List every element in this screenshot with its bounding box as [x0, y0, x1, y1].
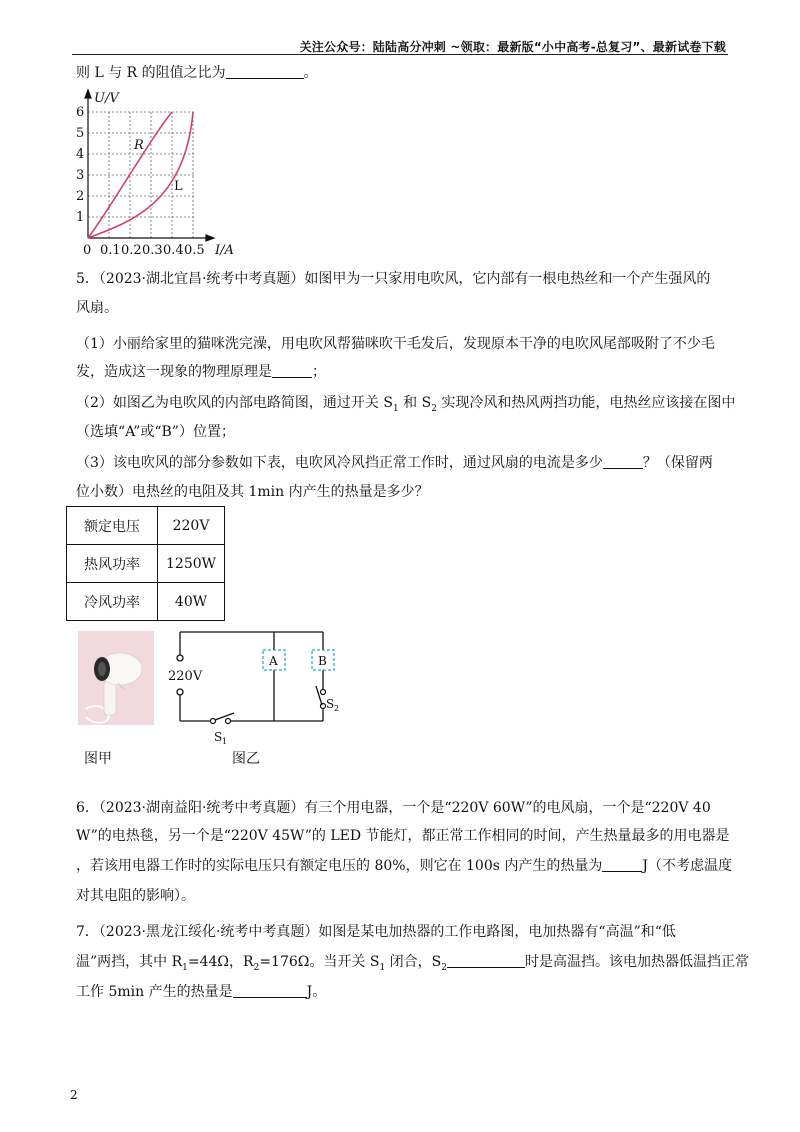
q7-text-c: =176Ω。当开关 S [259, 954, 380, 970]
graph-grid [88, 112, 194, 238]
answer-blank [272, 363, 312, 378]
q5-part1: （1）小丽给家里的猫咪洗完澡，用电吹风帮猫咪吹干毛发后，发现原本干净的电吹风尾部吸附了不少毛 [76, 336, 715, 352]
s1-sub: 1 [222, 737, 228, 746]
q7-line3 [76, 982, 326, 1002]
q5-part2-text-b: 和 S [398, 395, 432, 411]
l-label: L [174, 179, 183, 194]
x-tick: 0 [83, 243, 92, 258]
s2-label: S [326, 697, 335, 711]
table-row [67, 545, 225, 583]
table-key: 冷风功率 [67, 583, 158, 621]
q6-line1: 6．（2023·湖南益阳·统考中考真题）有三个用电器，一个是“220V 60W”的电风扇，一个是“220V 40 [76, 800, 711, 816]
table-key: 热风功率 [67, 545, 158, 583]
q6-line4: 对其电阻的影响）。 [76, 888, 195, 904]
q5-part1-cont: 发，造成这一现象的物理原理是 [76, 364, 272, 380]
y-tick: 6 [76, 105, 85, 120]
parameter-table [66, 506, 225, 621]
x-axis-label: I/A [215, 243, 234, 258]
graph-axes [85, 90, 214, 241]
table-row [67, 507, 225, 545]
table-value: 40W [158, 583, 225, 621]
q5-part3-end: ？（保留两 [642, 455, 713, 471]
sub-1: 1 [182, 962, 188, 973]
q5-part2-text-c: 实现冷风和热风两挡功能，电热丝应该接在图中 [436, 395, 736, 411]
q6-line2: W”的电热毯，另一个是“220V 45W”的 LED 节能灯，都正常工作相同的时间，产生热量最多的用电器是 [76, 828, 730, 844]
y-tick: 4 [76, 147, 85, 162]
u-i-graph [70, 84, 270, 264]
page-number: 2 [70, 1088, 78, 1102]
sub-4: 2 [441, 962, 447, 973]
q4-tail-text: 则 L 与 R 的阻值之比为 [76, 65, 226, 81]
q6-line3 [76, 856, 732, 876]
q5-part1-cont-line [76, 362, 326, 382]
q7-text-a: 温”两挡，其中 R [76, 954, 183, 970]
y-tick: 2 [76, 189, 85, 204]
sub-1: 1 [392, 403, 399, 414]
q7-text-e: 时是高温挡。该电加热器低温挡正常 [524, 954, 749, 970]
s2-sub: 2 [334, 704, 340, 713]
q7-line3-text: 工作 5min 产生的热量是 [76, 984, 233, 1000]
hair-dryer-circuit [168, 620, 348, 750]
answer-blank [447, 953, 525, 968]
q4-end: 。 [303, 65, 318, 81]
figure-b-caption: 图乙 [232, 751, 260, 767]
table-value: 220V [158, 507, 225, 545]
page-header: 关注公众号：陆陆高分冲刺 ~领取：最新版“小中高考-总复习”、最新试卷下载 [299, 40, 726, 54]
y-tick: 3 [76, 168, 85, 183]
switch-s2 [316, 686, 326, 709]
q5-part3-line [76, 453, 713, 473]
answer-blank [602, 857, 642, 872]
y-axis-label: U/V [94, 91, 119, 106]
table-row [67, 583, 225, 621]
x-tick: 0.2 [121, 243, 142, 258]
q5-part3-cont: 位小数）电热丝的电阻及其 1min 内产生的热量是多少？ [76, 484, 429, 500]
answer-blank [603, 454, 643, 469]
slot-a-label: A [269, 654, 278, 668]
q6-line3-end: J（不考虑温度 [642, 858, 732, 874]
x-tick: 0.3 [142, 243, 163, 258]
q5-part2-cont: （选填“A”或“B”）位置； [76, 424, 235, 440]
sub-3: 1 [379, 962, 386, 973]
y-tick: 1 [76, 210, 85, 225]
q5-part1-end: ； [312, 364, 326, 380]
x-tick: 0.4 [163, 243, 184, 258]
x-tick: 0.1 [100, 243, 121, 258]
q7-text-b: =44Ω，R [187, 954, 254, 970]
q5-part2 [76, 393, 735, 419]
q6-line3-text: ，若该用电器工作时的实际电压只有额定电压的 80%，则它在 100s 内产生的热量为 [76, 858, 603, 874]
q7-text-d: 闭合，S [385, 954, 442, 970]
answer-blank [226, 64, 304, 79]
slot-b-label: B [318, 654, 327, 668]
switch-s1 [211, 713, 235, 724]
figure-a-caption: 图甲 [84, 751, 112, 767]
y-tick: 5 [76, 126, 85, 141]
q7-line3-end: J。 [306, 984, 327, 1000]
voltage-label: 220V [168, 669, 203, 684]
s1-label: S [214, 730, 223, 744]
q7-line1: 7．（2023·黑龙江绥化·统考中考真题）如图是某电加热器的工作电路图，电加热器有“高温”和“低 [76, 924, 676, 940]
r-label: R [134, 138, 144, 153]
answer-blank [233, 983, 307, 998]
sub-2: 2 [431, 403, 437, 414]
header-rule [72, 54, 728, 55]
q7-line2 [76, 952, 749, 978]
q4-tail-line [76, 63, 318, 83]
hair-dryer-photo [78, 631, 154, 725]
q5-title-cont: 风扇。 [76, 300, 118, 316]
x-tick: 0.5 [184, 243, 205, 258]
table-key: 额定电压 [67, 507, 158, 545]
q5-title: 5．（2023·湖北宜昌·统考中考真题）如图甲为一只家用电吹风，它内部有一根电热丝和一个产生强风的 [76, 271, 711, 287]
q5-part3: （3）该电吹风的部分参数如下表，电吹风冷风挡正常工作时，通过风扇的电流是多少 [76, 455, 603, 471]
q5-part2-text-a: （2）如图乙为电吹风的内部电路简图，通过开关 S [76, 395, 393, 411]
table-value: 1250W [158, 545, 225, 583]
sub-2: 2 [253, 962, 260, 973]
